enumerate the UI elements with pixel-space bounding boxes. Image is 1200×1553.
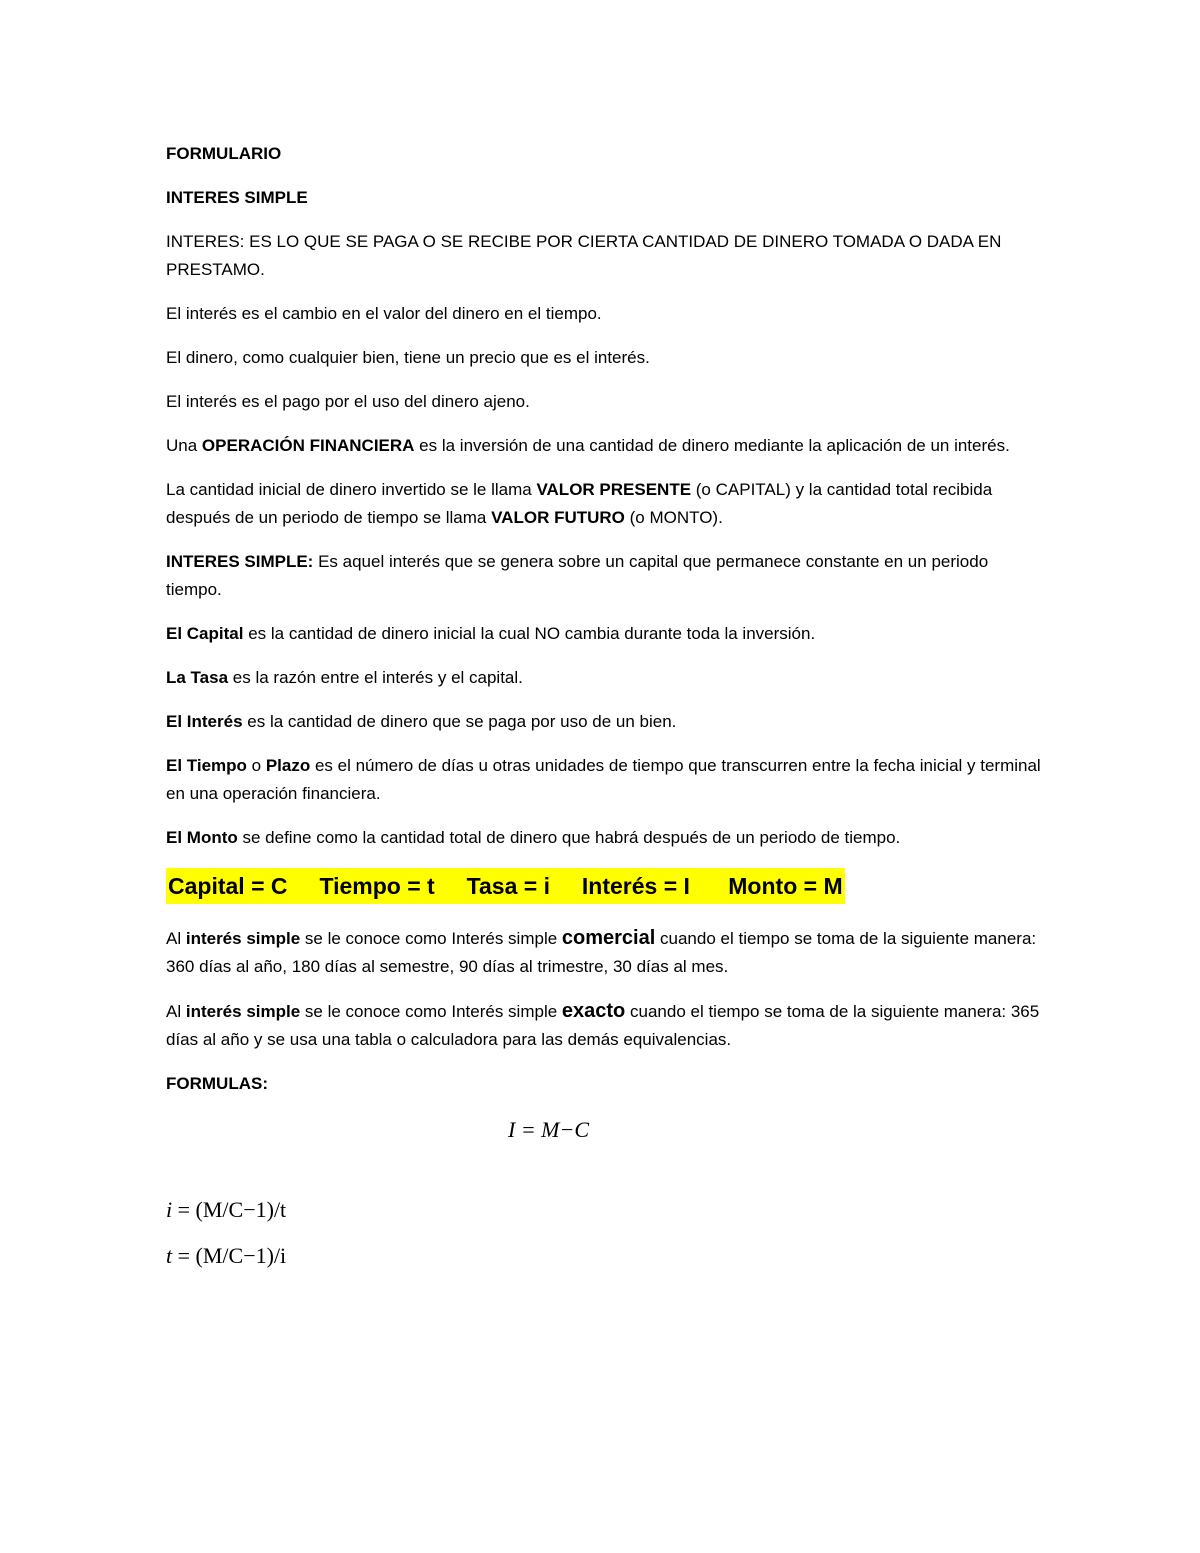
bold-term: La Tasa [166,668,229,687]
text-run: es el número de días u otras unidades de tiempo que transcurren entre la fecha inicial y terminal en una operación financiera. [166,756,1041,803]
formulas-heading: FORMULAS: [166,1074,268,1093]
bold-term: El Interés [166,712,243,731]
bold-term: comercial [561,927,656,949]
text-run: se le conoce como Interés simple [300,929,562,948]
text-run: Es aquel interés que se genera sobre un capital que permanece constante en un periodo tiempo. [166,552,989,599]
bold-term: interés simple [185,929,301,948]
highlight-text: Capital = C Tiempo = t Tasa = i Interés = I Monto = M [166,868,845,904]
section-heading: INTERES SIMPLE [166,188,308,207]
formula-expression: = (M/C−1)/i [172,1243,287,1268]
bold-term: OPERACIÓN FINANCIERA [201,436,415,455]
paragraph-interes-def [166,708,1046,736]
paragraph-cambio: El interés es el cambio en el valor del dinero en el tiempo. [166,304,602,323]
bold-term: interés simple [185,1002,301,1021]
formula-variable: t [166,1243,173,1268]
bold-term: VALOR PRESENTE [536,480,692,499]
text-run: Al [166,929,186,948]
formula-tiempo [166,1242,1046,1270]
paragraph-tiempo [166,752,1046,808]
bold-term: exacto [561,1000,626,1022]
text-run: o [246,756,266,775]
bold-term: El Monto [166,828,238,847]
text-run: es la cantidad de dinero inicial la cual NO cambia durante toda la inversión. [243,624,816,643]
paragraph-dinero: El dinero, como cualquier bien, tiene un precio que es el interés. [166,348,650,367]
paragraph-exacto [166,997,1046,1054]
bold-term: El Tiempo [166,756,247,775]
text-run: (o MONTO). [624,508,723,527]
bold-term: VALOR FUTURO [491,508,625,527]
formula-variable: i [166,1197,173,1222]
paragraph-comercial [166,924,1046,981]
paragraph-interes: INTERES: ES LO QUE SE PAGA O SE RECIBE POR CIERTA CANTIDAD DE DINERO TOMADA O DADA EN PRESTAMO. [166,232,1002,279]
text-run: es la inversión de una cantidad de dinero mediante la aplicación de un interés. [414,436,1010,455]
paragraph-monto [166,824,1046,852]
text-run: Al [166,1002,186,1021]
text-run: cuando el tiempo se toma de la siguiente manera: 360 días al año, 180 días al semestre, 90 días al trimestre, 30 días al mes. [166,929,1037,976]
text-run: es la razón entre el interés y el capital. [228,668,523,687]
paragraph-cantidad [166,476,1046,532]
highlighted-definitions [166,868,1046,904]
text-run: se le conoce como Interés simple [300,1002,562,1021]
paragraph-capital [166,620,1046,648]
formula-interes: I = M−C [508,1117,590,1142]
paragraph-tasa [166,664,1046,692]
formula-tasa [166,1196,1046,1224]
paragraph-operacion [166,432,1046,460]
document-title: FORMULARIO [166,144,282,163]
document-body [166,140,1046,1288]
text-run: cuando el tiempo se toma de la siguiente manera: 365 días al año y se usa una tabla o calculadora para las demás equivalencias. [166,1002,1040,1049]
text-run: (o CAPITAL) y la cantidad total recibida después de un periodo de tiempo se llama [166,480,993,527]
text-run: es la cantidad de dinero que se paga por uso de un bien. [242,712,677,731]
text-run: Una [166,436,202,455]
formula-expression: = (M/C−1)/t [172,1197,287,1222]
bold-term: El Capital [166,624,244,643]
bold-term: INTERES SIMPLE: [166,552,314,571]
paragraph-pago: El interés es el pago por el uso del dinero ajeno. [166,392,530,411]
paragraph-interes-simple [166,548,1046,604]
bold-term: Plazo [265,756,311,775]
text-run: La cantidad inicial de dinero invertido se le llama [166,480,537,499]
text-run: se define como la cantidad total de dinero que habrá después de un periodo de tiempo. [237,828,901,847]
